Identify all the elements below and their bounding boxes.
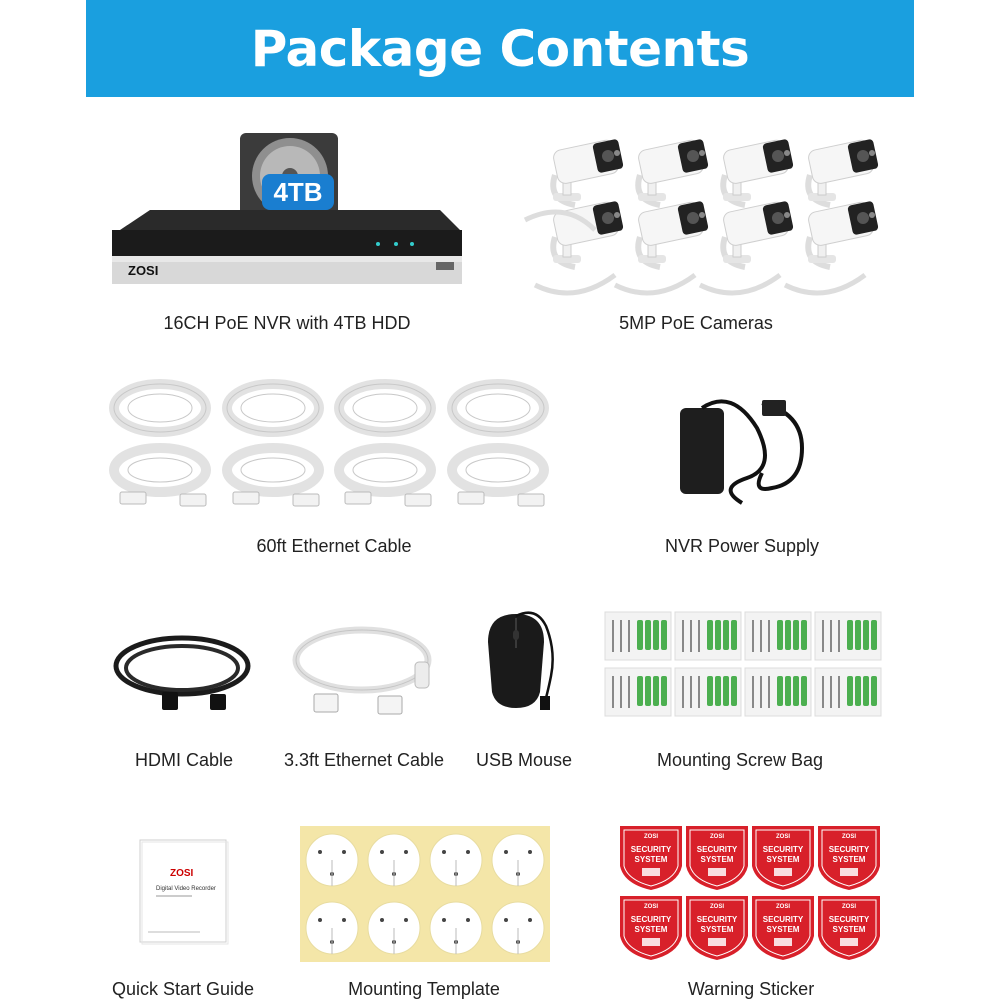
guide-icon [140,840,228,944]
nvr-brand-text: ZOSI [128,263,159,278]
screw-bag-icon [605,612,885,720]
item-label: Mounting Template [348,979,500,999]
item-label: USB Mouse [475,750,573,770]
item-label: Quick Start Guide [111,979,255,999]
header-banner [86,0,914,97]
item-label: 60ft Ethernet Cable [256,536,412,556]
ethernet-cable-icon [105,378,560,518]
item-label: 5MP PoE Cameras [619,313,773,333]
item-label: HDMI Cable [134,750,234,770]
hdd-badge-text: 4TB [273,177,323,207]
template-icon [300,826,550,962]
guide-brand-text: ZOSI [170,868,194,879]
short-ethernet-cable-icon [290,622,440,718]
power-supply-icon [672,398,822,502]
guide-title-text: Digital Video Recorder [156,886,216,892]
item-label: NVR Power Supply [664,536,820,556]
item-label: Mounting Screw Bag [656,750,824,770]
sticker-icon [620,822,885,962]
hdmi-cable-icon [110,628,255,712]
item-label: 3.3ft Ethernet Cable [283,750,445,770]
page-title: Package Contents [250,19,750,78]
item-label: Warning Sticker [687,979,815,999]
item-label: 16CH PoE NVR with 4TB HDD [163,313,411,333]
nvr-icon [110,130,470,300]
camera-icon [515,135,900,305]
mouse-icon [480,612,570,712]
